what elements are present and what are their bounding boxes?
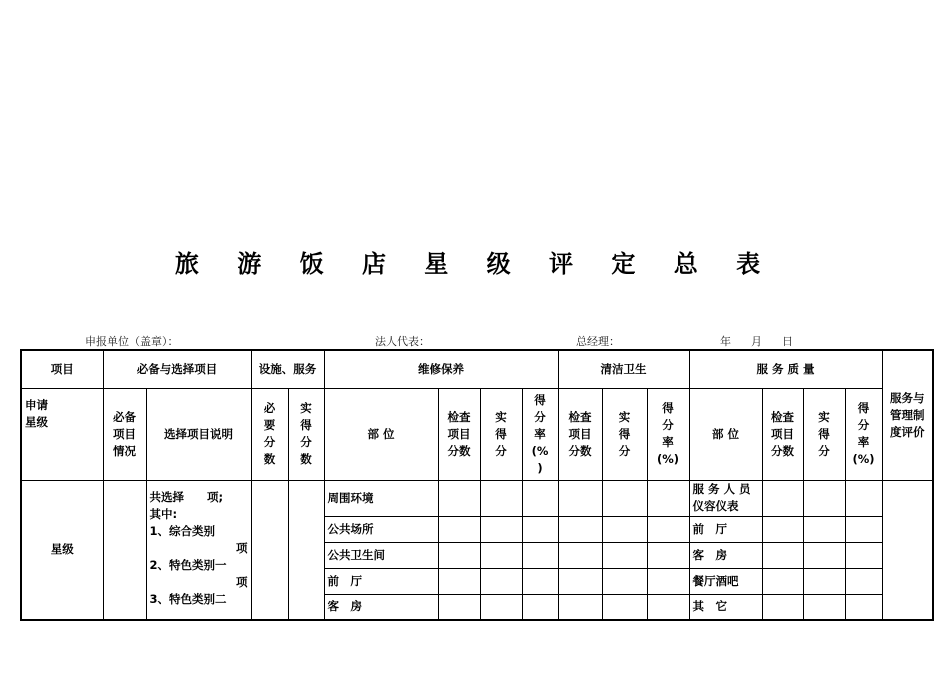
applicant-unit-label: 申报单位（盖章）： [85, 335, 179, 348]
mgmt-eval-header: 服务与 管理制 度评价 [882, 350, 933, 480]
year-label: 年 [720, 335, 731, 348]
service-actual-header: 实 得 分 [803, 388, 845, 480]
maintenance-header: 维修保养 [324, 350, 558, 388]
star-cell: 星级 [21, 480, 103, 620]
required-optional-header: 必备与选择项目 [103, 350, 251, 388]
month-label: 月 [751, 335, 762, 348]
item-header: 项目 [21, 350, 103, 388]
service-check-header: 检查 项目 分数 [762, 388, 803, 480]
table-row [21, 480, 933, 516]
actual-score-cell [288, 480, 324, 620]
optional-desc-header: 选择项目说明 [146, 388, 251, 480]
clean-check-header: 检查 项目 分数 [558, 388, 602, 480]
maint-actual-header: 实 得 分 [480, 388, 522, 480]
clean-actual-header: 实 得 分 [602, 388, 647, 480]
date-label [720, 333, 813, 349]
service-dept-header: 部 位 [689, 388, 762, 480]
maint-row-label: 周围环境 [324, 480, 438, 516]
maint-check-header: 检查 项目 分数 [438, 388, 480, 480]
cleaning-header: 清洁卫生 [558, 350, 689, 388]
service-row-label: 前 厅 [689, 516, 762, 542]
actual-score-header: 实 得 分 数 [288, 388, 324, 480]
service-quality-header: 服 务 质 量 [689, 350, 882, 388]
service-rate-header: 得 分 率 (%) [845, 388, 882, 480]
optional-desc-cell: 共选择 项; 其中: 1、综合类别 项 2、特色类别一 项 3、特色类别二 [146, 480, 251, 620]
maint-dept-header: 部 位 [324, 388, 438, 480]
required-status-header: 必备 项目 情况 [103, 388, 146, 480]
maint-rate-header: 得 分 率 (% ) [522, 388, 558, 480]
maint-row-label: 公共场所 [324, 516, 438, 542]
service-row-label: 客 房 [689, 542, 762, 568]
service-row-label: 服 务 人 员 仪容仪表 [689, 480, 762, 516]
legal-rep-label: 法人代表： [375, 335, 430, 348]
maint-row-label: 前 厅 [324, 568, 438, 594]
service-row-label: 其 它 [689, 594, 762, 620]
general-manager-label: 总经理： [576, 335, 620, 348]
rating-summary-table [20, 349, 934, 621]
day-label: 日 [782, 335, 793, 348]
page-title: 旅 游 饭 店 星 级 评 定 总 表 [174, 250, 776, 278]
maint-row-label: 客 房 [324, 594, 438, 620]
clean-rate-header: 得 分 率 (%) [647, 388, 689, 480]
maint-row-label: 公共卫生间 [324, 542, 438, 568]
required-score-header: 必 要 分 数 [251, 388, 288, 480]
required-status-cell [103, 480, 146, 620]
mgmt-eval-cell [882, 480, 933, 620]
facilities-header: 设施、服务 [251, 350, 324, 388]
apply-star-header: 申请 星级 [21, 388, 103, 480]
service-row-label: 餐厅酒吧 [689, 568, 762, 594]
required-score-cell [251, 480, 288, 620]
